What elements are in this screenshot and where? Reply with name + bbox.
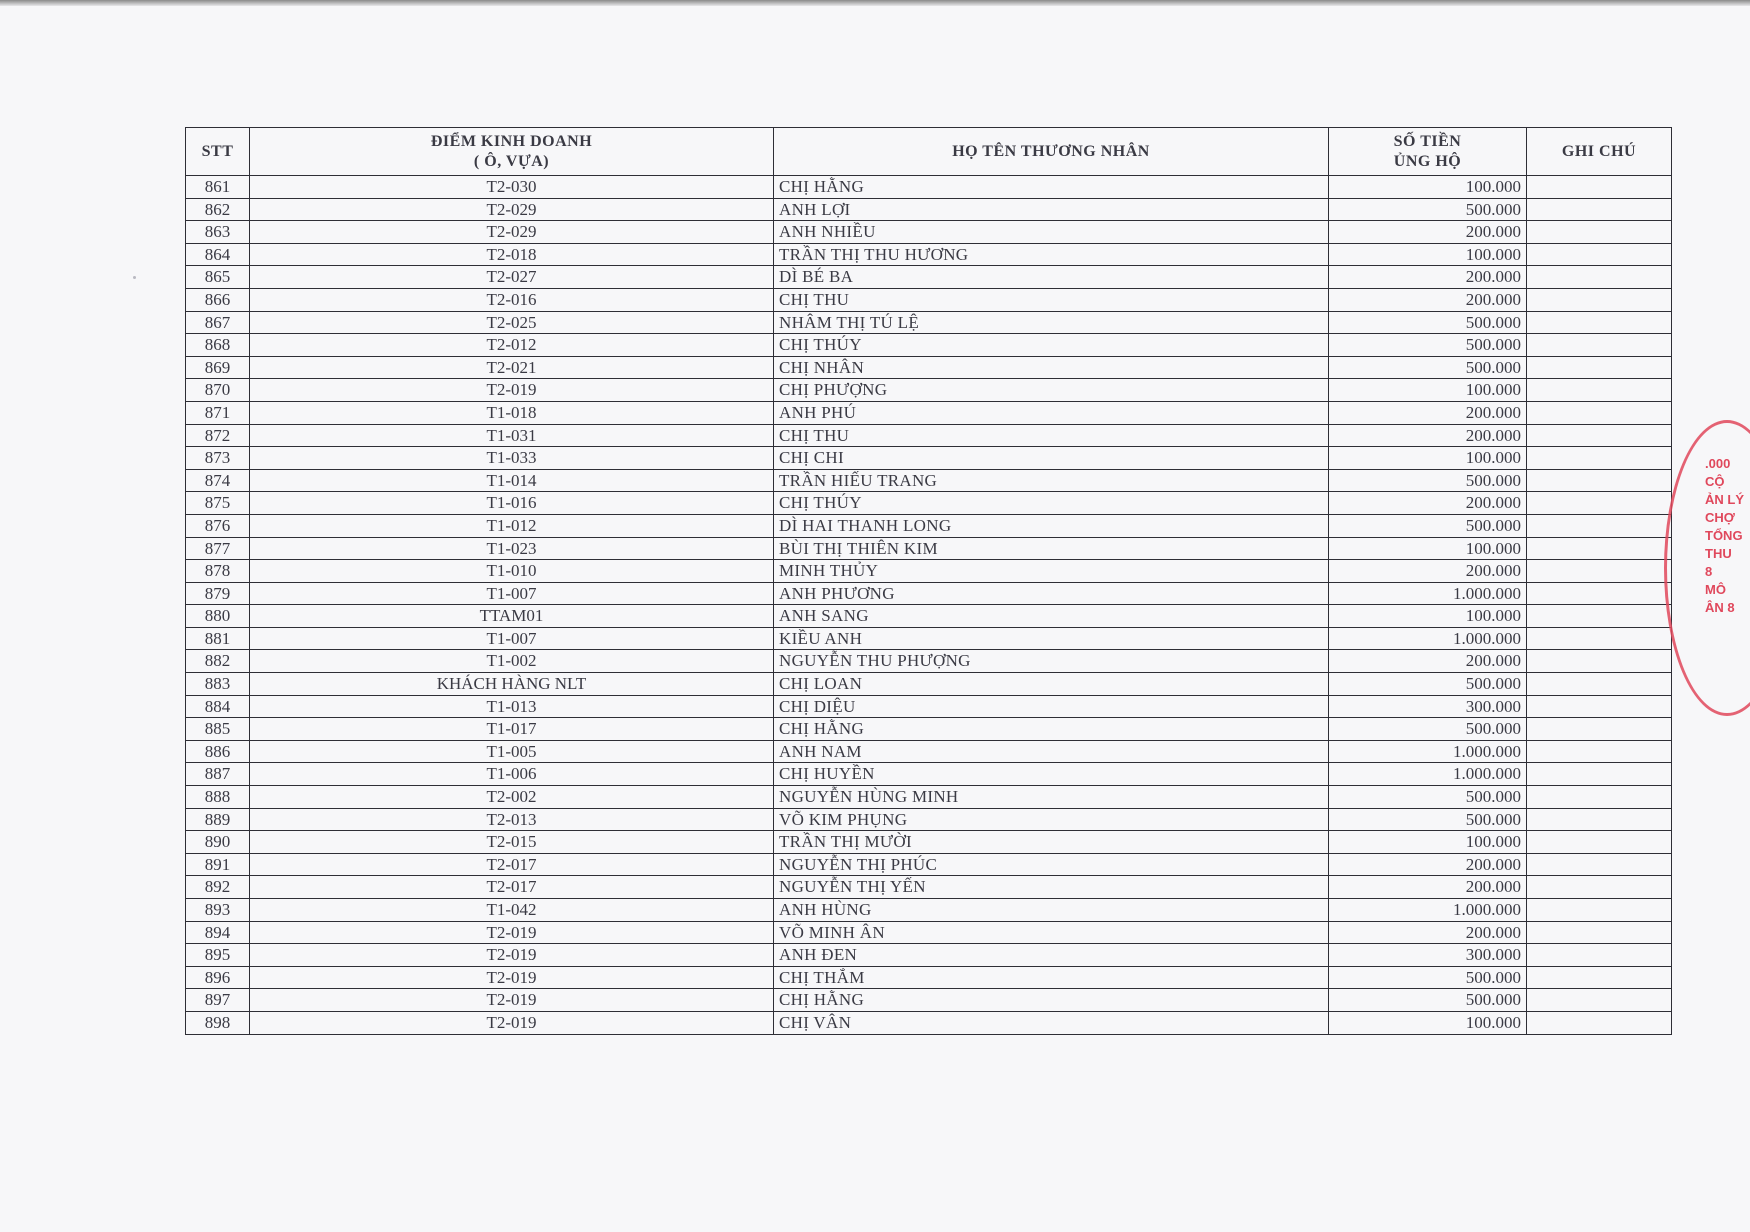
red-seal-line: .000 (1705, 456, 1731, 471)
cell-note (1527, 243, 1672, 266)
header-business-point-line2: ( Ô, VỰA) (473, 152, 550, 170)
red-seal-line: TỔNG (1705, 528, 1743, 543)
cell-amount: 500.000 (1329, 673, 1527, 696)
cell-note (1527, 266, 1672, 289)
header-amount-line1: SỐ TIỀN (1393, 132, 1462, 150)
cell-merchant-name: CHỊ THU (774, 288, 1329, 311)
cell-note (1527, 650, 1672, 673)
cell-merchant-name: CHỊ THÚY (774, 334, 1329, 357)
cell-note (1527, 740, 1672, 763)
cell-stt: 870 (186, 379, 250, 402)
cell-merchant-name: DÌ HAI THANH LONG (774, 514, 1329, 537)
cell-note (1527, 221, 1672, 244)
table-row (186, 288, 1672, 311)
cell-merchant-name: ANH PHƯƠNG (774, 582, 1329, 605)
cell-amount: 200.000 (1329, 288, 1527, 311)
table-row (186, 401, 1672, 424)
cell-amount: 200.000 (1329, 492, 1527, 515)
cell-business-point: T2-019 (250, 379, 774, 402)
table-row (186, 198, 1672, 221)
header-amount (1329, 128, 1527, 176)
cell-merchant-name: CHỊ VÂN (774, 1011, 1329, 1034)
cell-merchant-name: ANH HÙNG (774, 899, 1329, 922)
cell-amount: 200.000 (1329, 401, 1527, 424)
cell-note (1527, 966, 1672, 989)
cell-business-point: KHÁCH HÀNG NLT (250, 673, 774, 696)
cell-business-point: T2-016 (250, 288, 774, 311)
cell-business-point: T2-018 (250, 243, 774, 266)
table-row (186, 989, 1672, 1012)
cell-business-point: T1-023 (250, 537, 774, 560)
cell-stt: 898 (186, 1011, 250, 1034)
table-row (186, 876, 1672, 899)
cell-business-point: T2-019 (250, 921, 774, 944)
cell-stt: 875 (186, 492, 250, 515)
cell-merchant-name: CHỊ THU (774, 424, 1329, 447)
cell-stt: 879 (186, 582, 250, 605)
table-row (186, 424, 1672, 447)
cell-merchant-name: CHỊ HẰNG (774, 718, 1329, 741)
table-row (186, 221, 1672, 244)
cell-amount: 300.000 (1329, 695, 1527, 718)
cell-note (1527, 514, 1672, 537)
cell-stt: 863 (186, 221, 250, 244)
cell-amount: 200.000 (1329, 921, 1527, 944)
cell-amount: 200.000 (1329, 853, 1527, 876)
cell-business-point: T1-016 (250, 492, 774, 515)
cell-stt: 861 (186, 176, 250, 199)
cell-merchant-name: ANH SANG (774, 605, 1329, 628)
table-row (186, 831, 1672, 854)
cell-business-point: T1-002 (250, 650, 774, 673)
table-row (186, 808, 1672, 831)
cell-merchant-name: DÌ BÉ BA (774, 266, 1329, 289)
cell-stt: 883 (186, 673, 250, 696)
table-row (186, 605, 1672, 628)
cell-note (1527, 424, 1672, 447)
cell-merchant-name: KIỀU ANH (774, 627, 1329, 650)
cell-amount: 100.000 (1329, 379, 1527, 402)
cell-note (1527, 605, 1672, 628)
cell-merchant-name: CHỊ DIỆU (774, 695, 1329, 718)
cell-amount: 300.000 (1329, 944, 1527, 967)
table-row (186, 176, 1672, 199)
cell-amount: 200.000 (1329, 650, 1527, 673)
cell-stt: 889 (186, 808, 250, 831)
cell-stt: 887 (186, 763, 250, 786)
table-row (186, 853, 1672, 876)
cell-merchant-name: NGUYỄN THU PHƯỢNG (774, 650, 1329, 673)
cell-business-point: T2-017 (250, 853, 774, 876)
cell-amount: 100.000 (1329, 831, 1527, 854)
red-seal-line: 8 (1705, 564, 1713, 579)
cell-business-point: T2-012 (250, 334, 774, 357)
header-business-point-line1: ĐIỂM KINH DOANH (430, 132, 593, 150)
cell-stt: 865 (186, 266, 250, 289)
cell-note (1527, 447, 1672, 470)
table-row (186, 763, 1672, 786)
cell-stt: 869 (186, 356, 250, 379)
cell-note (1527, 469, 1672, 492)
cell-amount: 500.000 (1329, 469, 1527, 492)
cell-merchant-name: CHỊ HUYỀN (774, 763, 1329, 786)
cell-stt: 878 (186, 560, 250, 583)
table-row (186, 966, 1672, 989)
cell-note (1527, 401, 1672, 424)
cell-amount: 500.000 (1329, 786, 1527, 809)
cell-note (1527, 582, 1672, 605)
table-row (186, 899, 1672, 922)
cell-amount: 500.000 (1329, 718, 1527, 741)
cell-merchant-name: CHỊ THẮM (774, 966, 1329, 989)
cell-merchant-name: CHỊ HẰNG (774, 176, 1329, 199)
cell-note (1527, 673, 1672, 696)
cell-merchant-name: ANH NHIỀU (774, 221, 1329, 244)
cell-note (1527, 989, 1672, 1012)
cell-merchant-name: NHÂM THỊ TÚ LỆ (774, 311, 1329, 334)
cell-business-point: TTAM01 (250, 605, 774, 628)
cell-amount: 200.000 (1329, 560, 1527, 583)
cell-stt: 896 (186, 966, 250, 989)
cell-business-point: T1-013 (250, 695, 774, 718)
cell-note (1527, 176, 1672, 199)
table-row (186, 334, 1672, 357)
cell-business-point: T2-029 (250, 221, 774, 244)
cell-merchant-name: VÕ KIM PHỤNG (774, 808, 1329, 831)
cell-amount: 100.000 (1329, 1011, 1527, 1034)
cell-stt: 897 (186, 989, 250, 1012)
cell-stt: 892 (186, 876, 250, 899)
red-seal-line: MÔ (1705, 582, 1726, 597)
cell-merchant-name: NGUYỄN THỊ YẾN (774, 876, 1329, 899)
table-row (186, 1011, 1672, 1034)
header-note: GHI CHÚ (1527, 128, 1672, 176)
cell-amount: 500.000 (1329, 198, 1527, 221)
cell-stt: 885 (186, 718, 250, 741)
cell-business-point: T2-029 (250, 198, 774, 221)
cell-stt: 893 (186, 899, 250, 922)
cell-amount: 100.000 (1329, 537, 1527, 560)
cell-note (1527, 808, 1672, 831)
cell-note (1527, 492, 1672, 515)
table-row (186, 560, 1672, 583)
cell-business-point: T2-015 (250, 831, 774, 854)
table-row (186, 469, 1672, 492)
cell-amount: 500.000 (1329, 989, 1527, 1012)
cell-merchant-name: VÕ MINH ÂN (774, 921, 1329, 944)
cell-note (1527, 786, 1672, 809)
cell-note (1527, 311, 1672, 334)
cell-business-point: T2-019 (250, 966, 774, 989)
cell-stt: 882 (186, 650, 250, 673)
table-row (186, 627, 1672, 650)
cell-business-point: T1-033 (250, 447, 774, 470)
header-merchant-name: HỌ TÊN THƯƠNG NHÂN (774, 128, 1329, 176)
cell-note (1527, 899, 1672, 922)
cell-business-point: T2-019 (250, 944, 774, 967)
red-seal-line: ẢN LÝ (1705, 492, 1744, 507)
cell-stt: 894 (186, 921, 250, 944)
cell-merchant-name: NGUYỄN THỊ PHÚC (774, 853, 1329, 876)
cell-business-point: T1-007 (250, 582, 774, 605)
table-header-row (186, 128, 1672, 176)
cell-note (1527, 1011, 1672, 1034)
cell-amount: 500.000 (1329, 334, 1527, 357)
cell-merchant-name: CHỊ PHƯỢNG (774, 379, 1329, 402)
red-seal-text (1705, 455, 1750, 615)
cell-amount: 100.000 (1329, 176, 1527, 199)
cell-merchant-name: CHỊ HẰNG (774, 989, 1329, 1012)
cell-note (1527, 921, 1672, 944)
cell-merchant-name: CHỊ CHI (774, 447, 1329, 470)
table-row (186, 921, 1672, 944)
table-row (186, 650, 1672, 673)
cell-stt: 880 (186, 605, 250, 628)
cell-business-point: T1-042 (250, 899, 774, 922)
cell-amount: 100.000 (1329, 447, 1527, 470)
cell-business-point: T1-007 (250, 627, 774, 650)
cell-note (1527, 537, 1672, 560)
cell-amount: 500.000 (1329, 311, 1527, 334)
header-amount-line2: ỦNG HỘ (1393, 152, 1462, 170)
cell-note (1527, 944, 1672, 967)
cell-note (1527, 876, 1672, 899)
cell-merchant-name: ANH LỢI (774, 198, 1329, 221)
cell-amount: 500.000 (1329, 356, 1527, 379)
red-seal-line: CỘ (1705, 474, 1725, 489)
cell-note (1527, 853, 1672, 876)
cell-stt: 881 (186, 627, 250, 650)
cell-note (1527, 356, 1672, 379)
cell-note (1527, 763, 1672, 786)
cell-amount: 200.000 (1329, 424, 1527, 447)
cell-stt: 895 (186, 944, 250, 967)
cell-business-point: T1-005 (250, 740, 774, 763)
cell-merchant-name: CHỊ LOAN (774, 673, 1329, 696)
cell-merchant-name: TRẦN THỊ MƯỜI (774, 831, 1329, 854)
cell-merchant-name: CHỊ THÚY (774, 492, 1329, 515)
cell-note (1527, 198, 1672, 221)
cell-merchant-name: ANH ĐEN (774, 944, 1329, 967)
cell-business-point: T2-019 (250, 1011, 774, 1034)
cell-merchant-name: TRẦN HIẾU TRANG (774, 469, 1329, 492)
donation-table (185, 127, 1672, 1035)
cell-business-point: T2-002 (250, 786, 774, 809)
red-seal-line: CHỢ (1705, 510, 1735, 525)
cell-stt: 886 (186, 740, 250, 763)
cell-business-point: T2-021 (250, 356, 774, 379)
cell-merchant-name: ANH NAM (774, 740, 1329, 763)
cell-amount: 500.000 (1329, 514, 1527, 537)
table-row (186, 944, 1672, 967)
cell-business-point: T1-006 (250, 763, 774, 786)
cell-business-point: T1-010 (250, 560, 774, 583)
table-row (186, 718, 1672, 741)
cell-note (1527, 695, 1672, 718)
cell-merchant-name: MINH THỦY (774, 560, 1329, 583)
cell-amount: 100.000 (1329, 605, 1527, 628)
cell-business-point: T1-017 (250, 718, 774, 741)
cell-stt: 867 (186, 311, 250, 334)
table-row (186, 537, 1672, 560)
table-row (186, 582, 1672, 605)
cell-amount: 100.000 (1329, 243, 1527, 266)
cell-amount: 1.000.000 (1329, 763, 1527, 786)
cell-merchant-name: ANH PHÚ (774, 401, 1329, 424)
cell-business-point: T1-014 (250, 469, 774, 492)
table-row (186, 514, 1672, 537)
table-row (186, 740, 1672, 763)
scan-speck (133, 276, 136, 279)
cell-stt: 884 (186, 695, 250, 718)
cell-note (1527, 831, 1672, 854)
table-row (186, 673, 1672, 696)
cell-business-point: T2-030 (250, 176, 774, 199)
cell-amount: 500.000 (1329, 808, 1527, 831)
cell-amount: 1.000.000 (1329, 899, 1527, 922)
table-row (186, 695, 1672, 718)
cell-amount: 200.000 (1329, 876, 1527, 899)
table-body (186, 176, 1672, 1035)
red-seal-line: ÂN 8 (1705, 600, 1735, 615)
cell-note (1527, 379, 1672, 402)
cell-stt: 888 (186, 786, 250, 809)
cell-note (1527, 560, 1672, 583)
table-row (186, 447, 1672, 470)
cell-business-point: T1-031 (250, 424, 774, 447)
cell-stt: 864 (186, 243, 250, 266)
cell-note (1527, 334, 1672, 357)
cell-note (1527, 718, 1672, 741)
cell-business-point: T2-027 (250, 266, 774, 289)
cell-amount: 1.000.000 (1329, 740, 1527, 763)
cell-amount: 200.000 (1329, 266, 1527, 289)
cell-stt: 891 (186, 853, 250, 876)
table-row (186, 356, 1672, 379)
cell-business-point: T1-018 (250, 401, 774, 424)
header-business-point (250, 128, 774, 176)
header-stt: STT (186, 128, 250, 176)
table-row (186, 786, 1672, 809)
cell-note (1527, 627, 1672, 650)
cell-stt: 873 (186, 447, 250, 470)
cell-amount: 500.000 (1329, 966, 1527, 989)
cell-stt: 874 (186, 469, 250, 492)
cell-business-point: T2-019 (250, 989, 774, 1012)
cell-merchant-name: NGUYỄN HÙNG MINH (774, 786, 1329, 809)
cell-stt: 876 (186, 514, 250, 537)
cell-merchant-name: CHỊ NHÂN (774, 356, 1329, 379)
table-row (186, 266, 1672, 289)
cell-business-point: T2-025 (250, 311, 774, 334)
cell-stt: 877 (186, 537, 250, 560)
cell-amount: 200.000 (1329, 221, 1527, 244)
cell-stt: 862 (186, 198, 250, 221)
table-row (186, 492, 1672, 515)
cell-merchant-name: TRẦN THỊ THU HƯƠNG (774, 243, 1329, 266)
table-row (186, 311, 1672, 334)
cell-stt: 872 (186, 424, 250, 447)
cell-amount: 1.000.000 (1329, 627, 1527, 650)
cell-merchant-name: BÙI THỊ THIÊN KIM (774, 537, 1329, 560)
red-seal-line: THU (1705, 546, 1732, 561)
table-row (186, 379, 1672, 402)
cell-business-point: T2-017 (250, 876, 774, 899)
cell-stt: 890 (186, 831, 250, 854)
cell-business-point: T2-013 (250, 808, 774, 831)
cell-amount: 1.000.000 (1329, 582, 1527, 605)
cell-stt: 866 (186, 288, 250, 311)
table-row (186, 243, 1672, 266)
cell-note (1527, 288, 1672, 311)
cell-stt: 868 (186, 334, 250, 357)
cell-stt: 871 (186, 401, 250, 424)
cell-business-point: T1-012 (250, 514, 774, 537)
